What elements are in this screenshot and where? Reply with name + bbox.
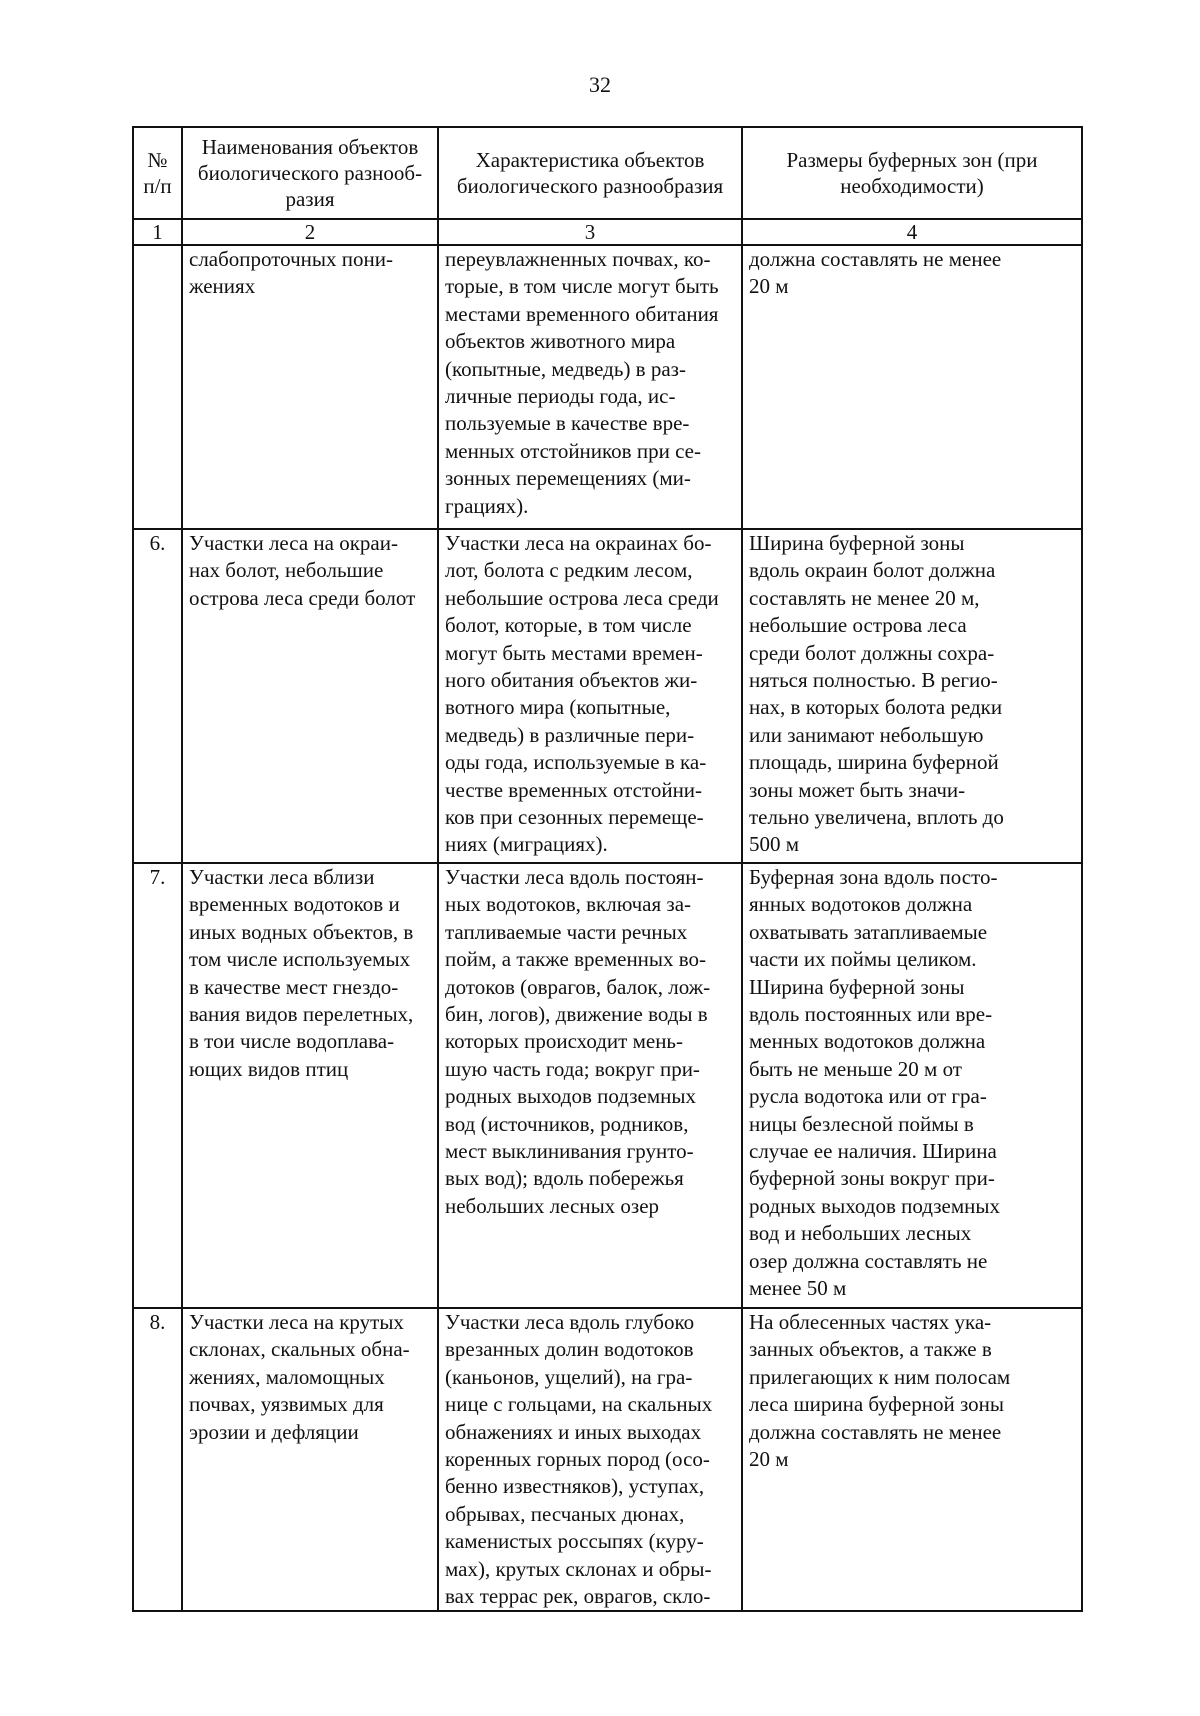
- table-row: [133, 529, 1082, 863]
- object-name-cell: Участки леса вблизи временных водотоков и иных водных объектов, в том числе используемых в качестве мест гнездо- вания видов перелетных, в тои числе водоплава- ющих видов птиц: [182, 863, 438, 1308]
- row-number: [133, 245, 182, 529]
- table-row: [133, 245, 1082, 529]
- characteristic-cell: Участки леса вдоль постоян- ных водотоков, включая за- тапливаемые части речных пойм, а также временных во- дотоков (оврагов, балок, лож- бин, логов), движение воды в которых происходит мень- шую часть года; вокруг при- родных выходов подземных вод (источников, родников, мест выклинивания грунто- вых вод); вдоль побережья небольших лесных озер: [438, 863, 742, 1308]
- row-number: 6.: [133, 529, 182, 863]
- biodiversity-table: [132, 126, 1083, 1612]
- column-number: 2: [182, 219, 438, 245]
- characteristic-cell: Участки леса на окраинах бо- лот, болота с редким лесом, небольшие острова леса среди болот, которые, в том числе могут быть местами времен- ного обитания объектов жи- вотного мира (копытные, медведь) в различные пери- оды года, используемые в ка- честве временных отстойни- ков при сезонных перемеще- ниях (миграциях).: [438, 529, 742, 863]
- table-row: [133, 1308, 1082, 1611]
- table-row: [133, 863, 1082, 1308]
- buffer-size-cell: должна составлять не менее 20 м: [742, 245, 1082, 529]
- page-number: 32: [589, 72, 611, 97]
- buffer-size-cell: Ширина буферной зоны вдоль окраин болот должна составлять не менее 20 м, небольшие острова леса среди болот должны сохра- няться полностью. В регио- нах, в которых болота редки или занимают небольшую площадь, ширина буферной зоны может быть значи- тельно увеличена, вплоть до 500 м: [742, 529, 1082, 863]
- object-name-cell: Участки леса на крутых склонах, скальных обна- жениях, маломощных почвах, уязвимых для эрозии и дефляции: [182, 1308, 438, 1611]
- buffer-size-cell: На облесенных частях ука- занных объектов, а также в прилегающих к ним полосам леса ширина буферной зоны должна составлять не менее 20 м: [742, 1308, 1082, 1611]
- header-object-name: Наименования объектов биологического разнооб- разия: [182, 127, 438, 219]
- table-header-row: [133, 127, 1082, 219]
- characteristic-cell: Участки леса вдоль глубоко врезанных долин водотоков (каньонов, ущелий), на гра- нице с гольцами, на скальных обнажениях и иных выходах коренных горных пород (осо- бенно известняков), уступах, обрывах, песчаных дюнах, каменистых россыпях (куру- мах), крутых склонах и обры- вах террас рек, оврагов, скло-: [438, 1308, 742, 1611]
- column-number: 4: [742, 219, 1082, 245]
- header-number: № п/п: [133, 127, 182, 219]
- row-number: 8.: [133, 1308, 182, 1611]
- column-number-row: [133, 219, 1082, 245]
- column-number: 1: [133, 219, 182, 245]
- characteristic-cell: переувлажненных почвах, ко- торые, в том числе могут быть местами временного обитания объектов животного мира (копытные, медведь) в раз- личные периоды года, ис- пользуемые в качестве вре- менных отстойников при се- зонных перемещениях (ми- грациях).: [438, 245, 742, 529]
- buffer-size-cell: Буферная зона вдоль посто- янных водотоков должна охватывать затапливаемые части их поймы целиком. Ширина буферной зоны вдоль постоянных или вре- менных водотоков должна быть не меньше 20 м от русла водотока или от гра- ницы безлесной поймы в случае ее наличия. Ширина буферной зоны вокруг при- родных выходов подземных вод и небольших лесных озер должна составлять не менее 50 м: [742, 863, 1082, 1308]
- row-number: 7.: [133, 863, 182, 1308]
- header-characteristic: Характеристика объектов биологического разнообразия: [438, 127, 742, 219]
- column-number: 3: [438, 219, 742, 245]
- header-buffer-size: Размеры буферных зон (при необходимости): [742, 127, 1082, 219]
- object-name-cell: Участки леса на окраи- нах болот, небольшие острова леса среди болот: [182, 529, 438, 863]
- object-name-cell: слабопроточных пони- жениях: [182, 245, 438, 529]
